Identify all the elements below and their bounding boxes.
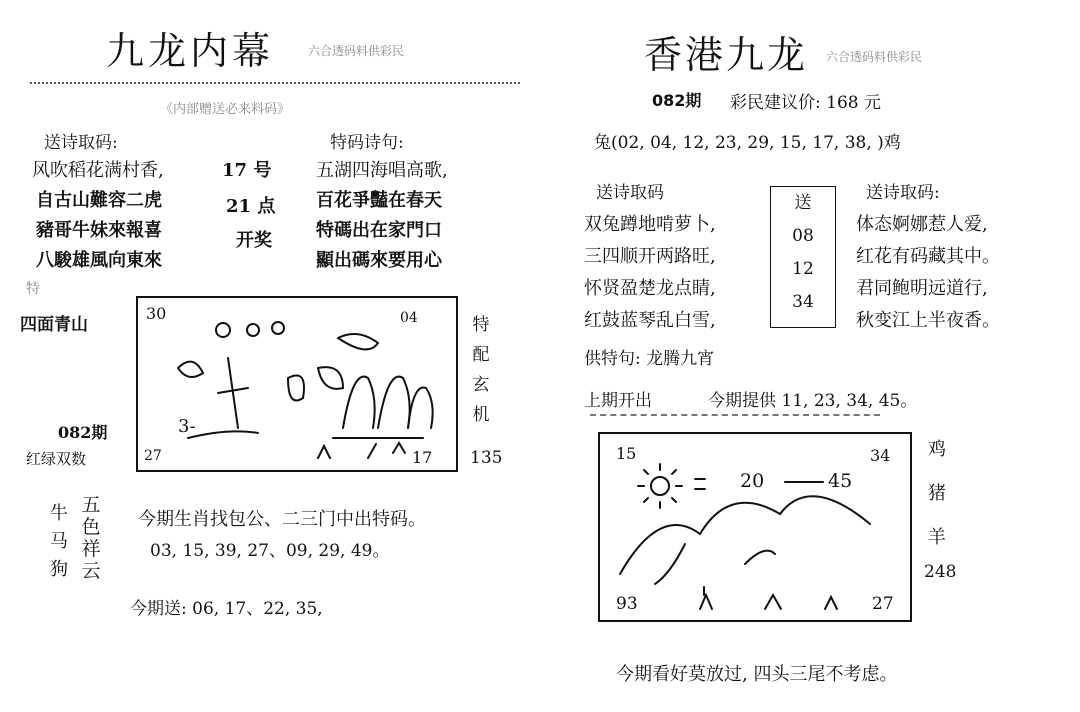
left-line-3: 今期送: 06, 17、22, 35,: [130, 599, 323, 619]
left-center-note-3: 开奖: [236, 230, 272, 251]
left-box-number-bottom-left: 27: [144, 448, 162, 464]
right-poem2-line-3: 君同鲍明远道行,: [856, 278, 988, 299]
right-sketch: [600, 434, 910, 620]
right-send-box: [770, 186, 836, 328]
right-right-number: 248: [924, 562, 957, 582]
right-drawing-box: [598, 432, 912, 622]
left-right-number: 135: [470, 448, 503, 468]
right-rabbit-line: 兔(02, 04, 12, 23, 29, 15, 17, 38, )鸡: [594, 133, 901, 153]
left-five-color-char: 色: [81, 516, 101, 538]
left-zodiacs: [44, 500, 74, 584]
right-zodiac: 鸡: [928, 439, 946, 460]
right-poem1-line-1: 双兔蹲地啃萝卜,: [584, 214, 716, 235]
right-box-number-bottom-right: 27: [872, 594, 894, 614]
right-send-box-label: 送: [794, 193, 812, 213]
left-poem2-line-4: 顯出碼來要用心: [316, 250, 442, 271]
right-special: 供特句: 龙腾九宵: [584, 349, 715, 369]
left-center-note-2: 21 点: [226, 196, 276, 217]
left-five-color-char: 祥: [81, 538, 101, 560]
right-poem1-line-3: 怀贤盈楚龙点睛,: [584, 278, 716, 299]
left-subtitle: 《内部赠送必来料码》: [160, 102, 291, 117]
right-box-number-bottom-left: 93: [616, 594, 638, 614]
left-right-vertical-char: 特: [472, 315, 490, 335]
right-provide: 今期提供 11, 23, 34, 45。: [708, 391, 918, 411]
left-poem1-line-3: 豬哥牛妹來報喜: [36, 220, 162, 241]
right-price: 彩民建议价: 168 元: [730, 93, 881, 113]
right-zodiac-vertical: [922, 428, 952, 560]
right-poem2-line-2: 红花有码藏其中。: [856, 246, 1000, 267]
right-poem2-line-1: 体态婀娜惹人爱,: [856, 214, 988, 235]
left-period: 082期: [58, 423, 108, 442]
left-poem1-line-4: 八駿雄風向東來: [36, 250, 162, 271]
left-title-sub: 六合透码料供彩民: [308, 44, 405, 58]
right-period: 082期: [652, 91, 702, 110]
left-line-1: 今期生肖找包公、二三门中出特码。: [138, 509, 426, 530]
left-poem2-header: 特码诗句:: [330, 133, 404, 153]
left-poem2-line-2: 百花爭豔在春天: [316, 190, 442, 211]
right-dashed-rule: [590, 414, 880, 416]
right-last-open: 上期开出: [584, 391, 652, 411]
left-title: 九龙内幕: [106, 29, 275, 73]
right-zodiac: 猪: [928, 483, 946, 504]
left-box-number-middle: 3-: [178, 416, 196, 437]
right-poem1-line-4: 红鼓蓝琴乱白雪,: [584, 310, 716, 331]
left-poem2-line-3: 特碼出在家門口: [316, 220, 442, 241]
right-title: 香港九龙: [644, 33, 809, 77]
left-hint: 红绿双数: [26, 450, 87, 468]
left-right-vertical-char: 机: [472, 405, 490, 425]
right-footer: 今期看好莫放过, 四头三尾不考虑。: [616, 664, 898, 685]
left-side-char: 特: [26, 281, 40, 297]
right-poem2-line-4: 秋变江上半夜香。: [856, 310, 1000, 331]
left-box-number-top-left: 30: [146, 304, 167, 323]
left-five-color: [76, 494, 106, 582]
left-line-2: 03, 15, 39, 27、09, 29, 49。: [150, 541, 390, 561]
left-center-note-1: 17 号: [222, 160, 272, 181]
right-box-number-mid-left: 20: [740, 470, 765, 492]
left-poem1-line-1: 风吹稻花满村香,: [32, 160, 164, 181]
right-zodiac: 羊: [928, 527, 946, 548]
right-poem1-header: 送诗取码: [596, 183, 664, 203]
left-five-color-char: 五: [81, 494, 101, 516]
right-box-number-mid-right: 45: [828, 470, 853, 492]
left-drawing-box: [136, 296, 458, 472]
right-send-box-number: 12: [792, 259, 814, 279]
left-poem1-line-2: 自古山難容二虎: [36, 190, 162, 211]
left-poem2-line-1: 五湖四海唱高歌,: [316, 160, 448, 181]
right-poem1-line-2: 三四顺开两路旺,: [584, 246, 716, 267]
left-dotted-rule: [30, 82, 520, 84]
right-title-sub: 六合透码料供彩民: [826, 50, 923, 64]
left-zodiac: 狗: [50, 559, 68, 580]
right-send-box-number: 34: [792, 292, 814, 312]
left-idiom: 四面青山: [20, 315, 88, 335]
left-poem1-header: 送诗取码:: [44, 133, 118, 153]
left-right-vertical: [466, 310, 496, 430]
left-box-number-bottom-right: 17: [412, 448, 433, 467]
left-five-color-char: 云: [81, 560, 101, 582]
left-box-number-top-right: 04: [400, 310, 418, 326]
right-box-number-top-right: 34: [870, 446, 891, 465]
right-box-number-top-left: 15: [616, 444, 637, 463]
left-right-vertical-char: 配: [472, 345, 490, 365]
right-send-box-number: 08: [792, 226, 814, 246]
left-zodiac: 牛: [50, 503, 68, 524]
left-right-vertical-char: 玄: [472, 375, 490, 395]
left-zodiac: 马: [50, 531, 68, 552]
right-poem2-header: 送诗取码:: [866, 183, 940, 203]
